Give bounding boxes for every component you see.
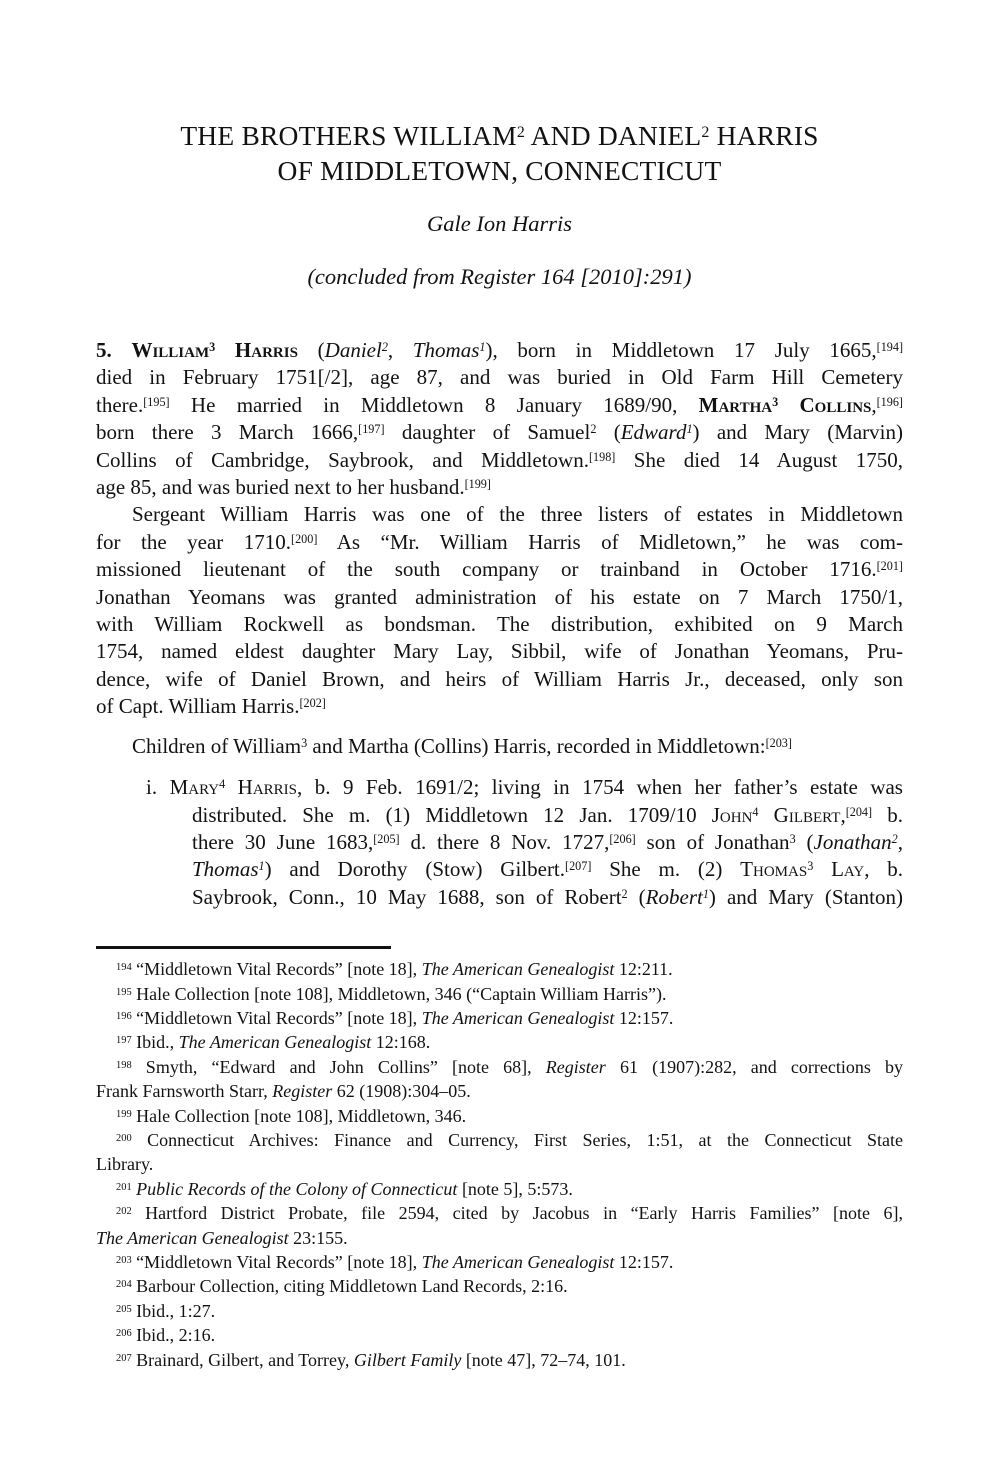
text-run: there 30 June 1683, xyxy=(192,829,374,854)
text-line xyxy=(96,611,903,638)
footnote-199 xyxy=(96,1104,903,1128)
text-line xyxy=(96,584,903,611)
superscript: [198] xyxy=(588,449,616,464)
text-run: Connecticut Archives: Finance and Currency, First Series, 1:51, at the Connecticut State xyxy=(131,1129,903,1150)
superscript: 1 xyxy=(686,422,693,437)
footnote-206 xyxy=(96,1323,903,1347)
text-line xyxy=(96,638,903,665)
superscript: 207 xyxy=(116,1352,132,1364)
text-run: Brainard, Gilbert, and Torrey, xyxy=(131,1349,354,1370)
article-title xyxy=(96,118,903,188)
superscript: 201 xyxy=(116,1181,132,1193)
superscript: [206] xyxy=(609,832,636,847)
text-line xyxy=(96,1030,903,1054)
text-run: , b. 9 Feb. 1691/2; living in 1754 when her father’s estate was xyxy=(297,775,903,800)
text-run: missioned lieutenant of the south company or trainband in October 1716. xyxy=(96,557,877,582)
text-run: , b. xyxy=(864,857,903,882)
text-line xyxy=(96,118,903,153)
superscript: [200] xyxy=(291,532,318,546)
superscript: 200 xyxy=(116,1132,132,1144)
superscript: 1 xyxy=(258,859,265,874)
text-run: Register xyxy=(272,1081,333,1102)
text-run: 12:157. xyxy=(614,1252,674,1272)
text-line xyxy=(96,1226,903,1250)
text-run: Edward xyxy=(620,420,687,445)
children-intro-line xyxy=(96,733,903,760)
text-run: William xyxy=(131,338,210,362)
child-list-item-i xyxy=(96,774,903,911)
text-run: Sergeant William Harris was one of the three listers of estates in Middletown xyxy=(132,502,903,527)
superscript: 1 xyxy=(702,886,709,901)
text-run: died in February 1751[/2], age 87, and was buried in Old Farm Hill Cemetery xyxy=(96,365,903,390)
superscript: 2 xyxy=(701,124,710,142)
text-line xyxy=(96,447,903,474)
superscript: 206 xyxy=(116,1328,132,1340)
text-run: The American Genealogist xyxy=(96,1227,289,1248)
text-line xyxy=(96,1201,903,1225)
superscript: 2 xyxy=(621,886,628,901)
text-line xyxy=(96,1079,903,1103)
text-run: [note 47], 72–74, 101. xyxy=(461,1349,626,1370)
superscript: 205 xyxy=(116,1303,132,1315)
text-line xyxy=(96,1323,903,1347)
superscript: [197] xyxy=(358,422,385,437)
superscript: 2 xyxy=(516,124,526,142)
text-run: John xyxy=(711,802,753,827)
text-run: Collins xyxy=(778,392,872,417)
text-line xyxy=(192,884,903,911)
superscript: [195] xyxy=(143,394,170,409)
paragraph-sergeant-william xyxy=(96,501,903,720)
superscript: 3 xyxy=(209,340,216,355)
text-run: Lay xyxy=(813,857,865,882)
text-run: Mary xyxy=(169,775,220,800)
footnote-198 xyxy=(96,1055,903,1104)
text-run: Register xyxy=(545,1056,606,1077)
text-run: 5. xyxy=(96,338,132,362)
footnote-202 xyxy=(96,1201,903,1250)
superscript: 1 xyxy=(479,340,486,355)
superscript: 195 xyxy=(116,986,132,998)
text-run: son of Jonathan xyxy=(635,829,790,854)
footnote-201 xyxy=(96,1177,903,1201)
text-run: of Capt. William Harris. xyxy=(96,694,300,719)
text-run: AND DANIEL xyxy=(525,120,702,151)
text-run: Daniel xyxy=(324,338,382,362)
author-byline: Gale Ion Harris xyxy=(427,211,572,236)
footnote-203 xyxy=(96,1250,903,1274)
text-run: dence, wife of Daniel Brown, and heirs of William Harris Jr., deceased, only son xyxy=(96,666,903,691)
text-line xyxy=(96,392,903,419)
text-run: Jonathan xyxy=(813,829,892,854)
superscript: [194] xyxy=(876,340,904,355)
superscript: 3 xyxy=(772,394,779,409)
text-line xyxy=(192,829,903,856)
text-run: Ibid., 2:16. xyxy=(131,1325,216,1346)
text-run: “Middletown Vital Records” [note 18], xyxy=(131,959,422,980)
text-run: Harris xyxy=(225,775,297,800)
text-run: OF MIDDLETOWN, CONNECTICUT xyxy=(277,155,722,186)
text-run: She died 14 August 1750, xyxy=(615,447,904,472)
text-run: Ibid., 1:27. xyxy=(131,1300,216,1321)
text-line xyxy=(96,337,903,364)
page-content xyxy=(96,0,903,1372)
footnote-194 xyxy=(96,957,903,981)
text-run: 12:211. xyxy=(614,959,673,980)
text-run: Collins of Cambridge, Saybrook, and Middletown. xyxy=(96,447,589,472)
text-run: age 85, and was buried next to her husband. xyxy=(96,475,465,500)
text-line xyxy=(96,474,903,501)
text-run: ) and Mary (Marvin) xyxy=(692,420,904,445)
text-run: Harris xyxy=(215,338,298,362)
text-run: As “Mr. William Harris of Midletown,” he was com- xyxy=(317,529,904,554)
text-run: Hartford District Probate, file 2594, cited by Jacobus in “Early Harris Families” [note 6], xyxy=(131,1203,903,1224)
superscript: 3 xyxy=(807,859,814,874)
text-run: Martha xyxy=(698,392,773,417)
text-run: HARRIS xyxy=(709,120,819,151)
superscript: 2 xyxy=(381,340,388,355)
superscript: 4 xyxy=(219,777,226,792)
text-run: Gilbert Family xyxy=(353,1349,462,1370)
footnote-205 xyxy=(96,1299,903,1323)
text-line xyxy=(96,1177,903,1201)
text-line xyxy=(96,1250,903,1274)
text-line xyxy=(146,774,903,801)
text-run: She m. (2) xyxy=(591,857,741,882)
text-run: ) and Dorothy (Stow) Gilbert. xyxy=(264,857,566,882)
text-run: , xyxy=(387,338,413,362)
text-run: Hale Collection [note 108], Middletown, 346. xyxy=(131,1105,467,1126)
text-run: 12:157. xyxy=(614,1007,674,1028)
footnote-204 xyxy=(96,1274,903,1298)
text-run: b. xyxy=(872,802,903,827)
text-run: 61 (1907):282, and corrections by xyxy=(605,1056,903,1077)
text-run: THE BROTHERS WILLIAM xyxy=(180,120,517,151)
text-run: Frank Farnsworth Starr, xyxy=(96,1081,273,1102)
superscript: 4 xyxy=(752,804,759,819)
footnote-196 xyxy=(96,1006,903,1030)
footnote-200 xyxy=(96,1128,903,1177)
article-body xyxy=(96,337,903,911)
text-run: Public Records of the Colony of Connecticut xyxy=(136,1178,458,1199)
text-run: Barbour Collection, citing Middletown Land Records, 2:16. xyxy=(131,1276,568,1297)
text-run: Gilbert xyxy=(758,802,841,827)
text-line xyxy=(96,982,903,1006)
text-run: ( xyxy=(795,829,814,854)
text-line xyxy=(96,1299,903,1323)
text-line xyxy=(96,693,903,720)
text-line xyxy=(96,1274,903,1298)
superscript: 197 xyxy=(116,1035,132,1047)
footnotes-section xyxy=(96,957,903,1372)
text-run: , xyxy=(897,829,903,854)
text-line xyxy=(96,666,903,693)
text-run: The American Genealogist xyxy=(421,1252,615,1272)
superscript: 199 xyxy=(116,1108,132,1120)
superscript: 2 xyxy=(891,832,898,847)
text-run: ( xyxy=(627,884,646,909)
text-run: for the year 1710. xyxy=(96,529,292,554)
text-run: Jonathan Yeomans was granted administration of his estate on 7 March 1750/1, xyxy=(96,584,903,609)
text-run: ), born in Middletown 17 July 1665, xyxy=(485,338,877,362)
superscript: [207] xyxy=(565,859,592,874)
text-run: Children of William xyxy=(132,733,302,758)
text-run: Ibid., xyxy=(131,1032,179,1053)
text-run: born there 3 March 1666, xyxy=(96,420,359,445)
text-line xyxy=(96,733,903,760)
text-run: He married in Middletown 8 January 1689/90, xyxy=(169,392,699,417)
superscript: [202] xyxy=(299,696,326,711)
footnote-207 xyxy=(96,1348,903,1372)
text-run: distributed. She m. (1) Middletown 12 Jan. 1709/10 xyxy=(192,802,712,827)
superscript: 203 xyxy=(116,1255,132,1266)
text-run: 12:168. xyxy=(371,1032,431,1053)
footnote-197 xyxy=(96,1030,903,1054)
text-run: , xyxy=(840,802,846,827)
text-run: Saybrook, Conn., 10 May 1688, son of Robert xyxy=(192,884,622,909)
text-run: Library. xyxy=(96,1154,154,1175)
superscript: [196] xyxy=(876,394,903,409)
text-line xyxy=(192,802,903,829)
continuation-note: (concluded from Register 164 [2010]:291) xyxy=(307,264,692,289)
superscript: [204] xyxy=(845,804,873,819)
text-line xyxy=(96,1152,903,1176)
text-line xyxy=(192,856,903,883)
text-line xyxy=(96,1128,903,1152)
text-line xyxy=(96,364,903,391)
superscript: [201] xyxy=(876,559,903,574)
superscript: 196 xyxy=(116,1010,132,1022)
text-run: [note 5], 5:573. xyxy=(457,1178,573,1199)
text-line xyxy=(96,1055,903,1079)
paragraph-william-harris xyxy=(96,337,903,501)
superscript: [205] xyxy=(373,832,400,847)
text-run: and Martha (Collins) Harris, recorded in Middletown: xyxy=(307,733,766,758)
superscript: 3 xyxy=(301,735,308,750)
text-run: The American Genealogist xyxy=(421,959,615,980)
text-line xyxy=(96,1104,903,1128)
superscript: 202 xyxy=(116,1206,132,1218)
text-run: Hale Collection [note 108], Middletown, 346 (“Captain William Harris”). xyxy=(131,983,667,1004)
superscript: 2 xyxy=(590,422,597,437)
text-run: ( xyxy=(297,338,325,362)
text-run: ) and Mary (Stanton) xyxy=(708,884,903,909)
text-run: The American Genealogist xyxy=(421,1007,615,1028)
text-run: d. there 8 Nov. 1727, xyxy=(399,829,610,854)
footnote-separator-rule xyxy=(96,946,391,949)
text-run: 1754, named eldest daughter Mary Lay, Sibbil, wife of Jonathan Yeomans, Pru- xyxy=(96,639,903,664)
text-run: there. xyxy=(96,392,144,417)
text-line xyxy=(96,501,903,528)
text-run: , xyxy=(871,392,877,417)
text-line xyxy=(96,1348,903,1372)
text-run: Thomas xyxy=(192,857,259,882)
text-run: 62 (1908):304–05. xyxy=(332,1081,471,1102)
text-run: Thomas xyxy=(740,857,808,882)
text-run: i. xyxy=(146,775,170,800)
text-line xyxy=(96,419,903,446)
superscript: 204 xyxy=(116,1279,132,1291)
text-run: with William Rockwell as bondsman. The distribution, exhibited on 9 March xyxy=(96,612,903,637)
text-line xyxy=(96,153,903,188)
superscript: 198 xyxy=(116,1059,132,1071)
text-run: “Middletown Vital Records” [note 18], xyxy=(131,1252,422,1272)
text-line xyxy=(96,957,903,981)
text-line xyxy=(96,529,903,556)
text-run: “Middletown Vital Records” [note 18], xyxy=(131,1007,422,1028)
superscript: [199] xyxy=(464,477,491,492)
footnote-195 xyxy=(96,982,903,1006)
text-run: ( xyxy=(596,420,621,445)
superscript: 3 xyxy=(789,832,796,847)
superscript: [203] xyxy=(765,735,792,750)
text-run: Smyth, “Edward and John Collins” [note 68], xyxy=(131,1056,546,1077)
text-run: 23:155. xyxy=(288,1227,348,1248)
superscript: 194 xyxy=(116,962,132,974)
text-run: Thomas xyxy=(412,338,480,362)
text-run: The American Genealogist xyxy=(178,1032,372,1053)
text-line xyxy=(96,556,903,583)
text-line xyxy=(96,1006,903,1030)
text-run: Robert xyxy=(645,884,703,909)
text-run: daughter of Samuel xyxy=(384,420,591,445)
